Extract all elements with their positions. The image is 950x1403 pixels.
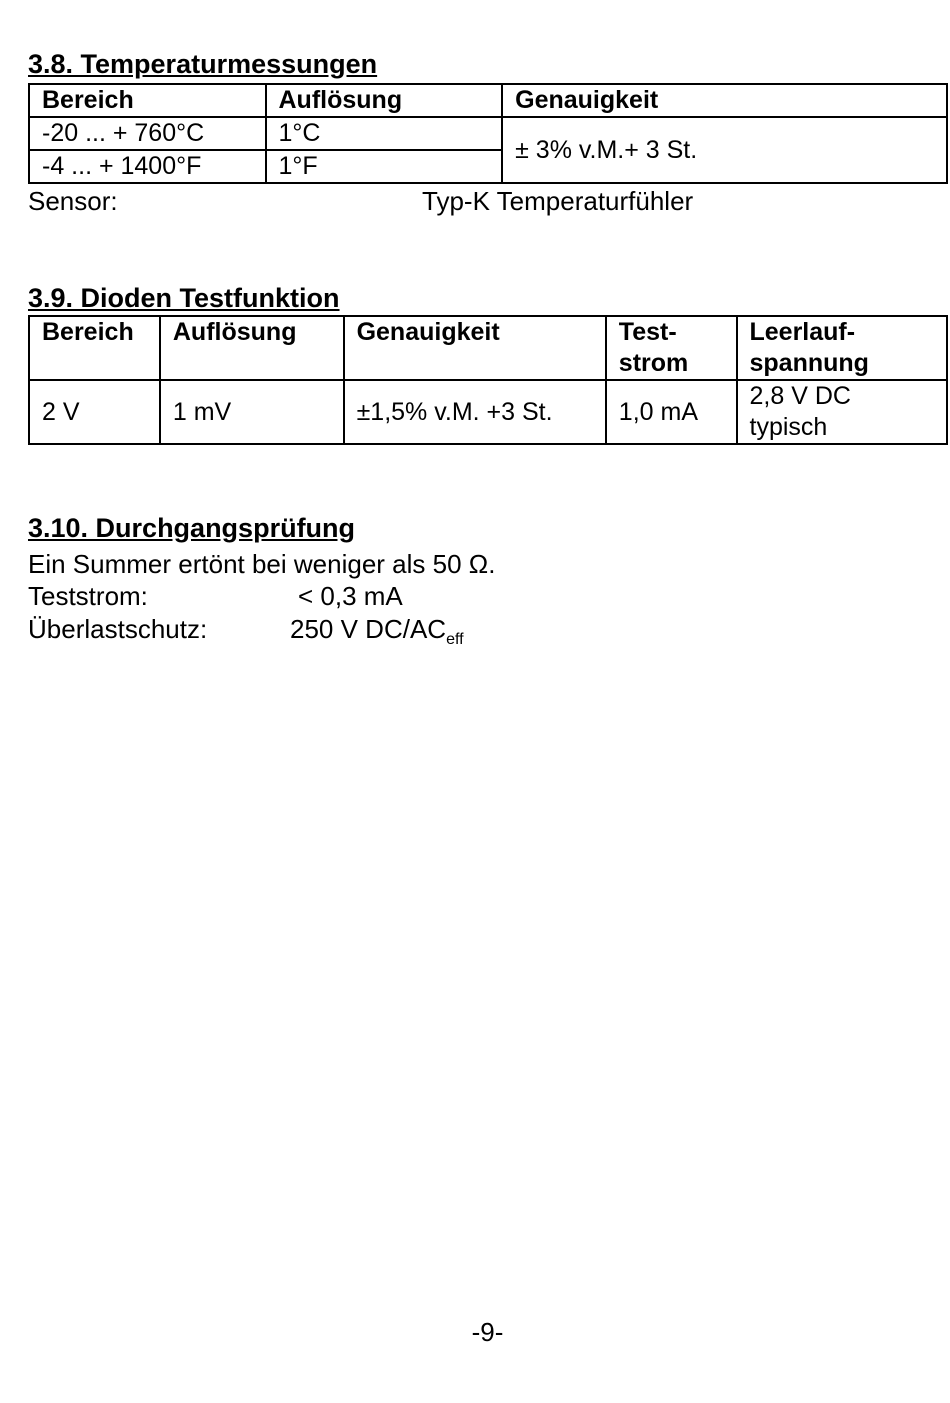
cell-test-current: 1,0 mA xyxy=(606,380,737,444)
page-number: -9- xyxy=(471,1317,504,1347)
header-range: Bereich xyxy=(29,84,266,117)
overload-subscript: eff xyxy=(446,631,464,648)
temperature-table xyxy=(28,83,948,184)
section-title-temperature: 3.8. Temperaturmessungen xyxy=(28,49,378,79)
header-resolution: Auflösung xyxy=(160,316,344,380)
header-open-voltage-line1: Leerlauf- xyxy=(749,318,856,346)
diode-table xyxy=(28,315,948,445)
table-row xyxy=(29,380,947,444)
cell-open-voltage-line2: typisch xyxy=(749,413,828,441)
overload-value-wrap xyxy=(290,613,464,650)
teststrom-label: Teststrom: xyxy=(28,581,148,611)
table-header-row xyxy=(29,316,947,380)
header-open-voltage-line2: spannung xyxy=(749,349,869,377)
header-open-voltage xyxy=(737,316,948,380)
section-title-diode: 3.9. Dioden Testfunktion xyxy=(28,283,340,313)
header-test-current xyxy=(606,316,737,380)
cell-resolution: 1 mV xyxy=(160,380,344,444)
cell-accuracy: ±1,5% v.M. +3 St. xyxy=(344,380,606,444)
cell-range: -4 ... + 1400°F xyxy=(29,150,266,183)
sensor-label: Sensor: xyxy=(28,186,118,216)
cell-accuracy: ± 3% v.M.+ 3 St. xyxy=(502,117,947,183)
header-range: Bereich xyxy=(29,316,160,380)
section-title-continuity: 3.10. Durchgangsprüfung xyxy=(28,513,356,543)
continuity-description: Ein Summer ertönt bei weniger als 50 Ω. xyxy=(28,549,496,579)
header-resolution: Auflösung xyxy=(266,84,503,117)
overload-value: 250 V DC/AC xyxy=(290,614,447,644)
overload-label: Überlastschutz: xyxy=(28,614,208,644)
cell-range: 2 V xyxy=(29,380,160,444)
cell-resolution: 1°C xyxy=(266,117,503,150)
header-test-current-line2: strom xyxy=(618,349,689,377)
cell-range: -20 ... + 760°C xyxy=(29,117,266,150)
cell-open-voltage xyxy=(737,380,948,444)
cell-open-voltage-line1: 2,8 V DC xyxy=(749,382,851,410)
cell-resolution: 1°F xyxy=(266,150,503,183)
header-accuracy: Genauigkeit xyxy=(502,84,947,117)
sensor-value: Typ-K Temperaturfühler xyxy=(422,186,694,216)
table-row xyxy=(29,117,947,150)
table-header-row xyxy=(29,84,947,117)
header-test-current-line1: Test- xyxy=(618,318,677,346)
header-accuracy: Genauigkeit xyxy=(344,316,606,380)
teststrom-value: < 0,3 mA xyxy=(298,581,403,611)
